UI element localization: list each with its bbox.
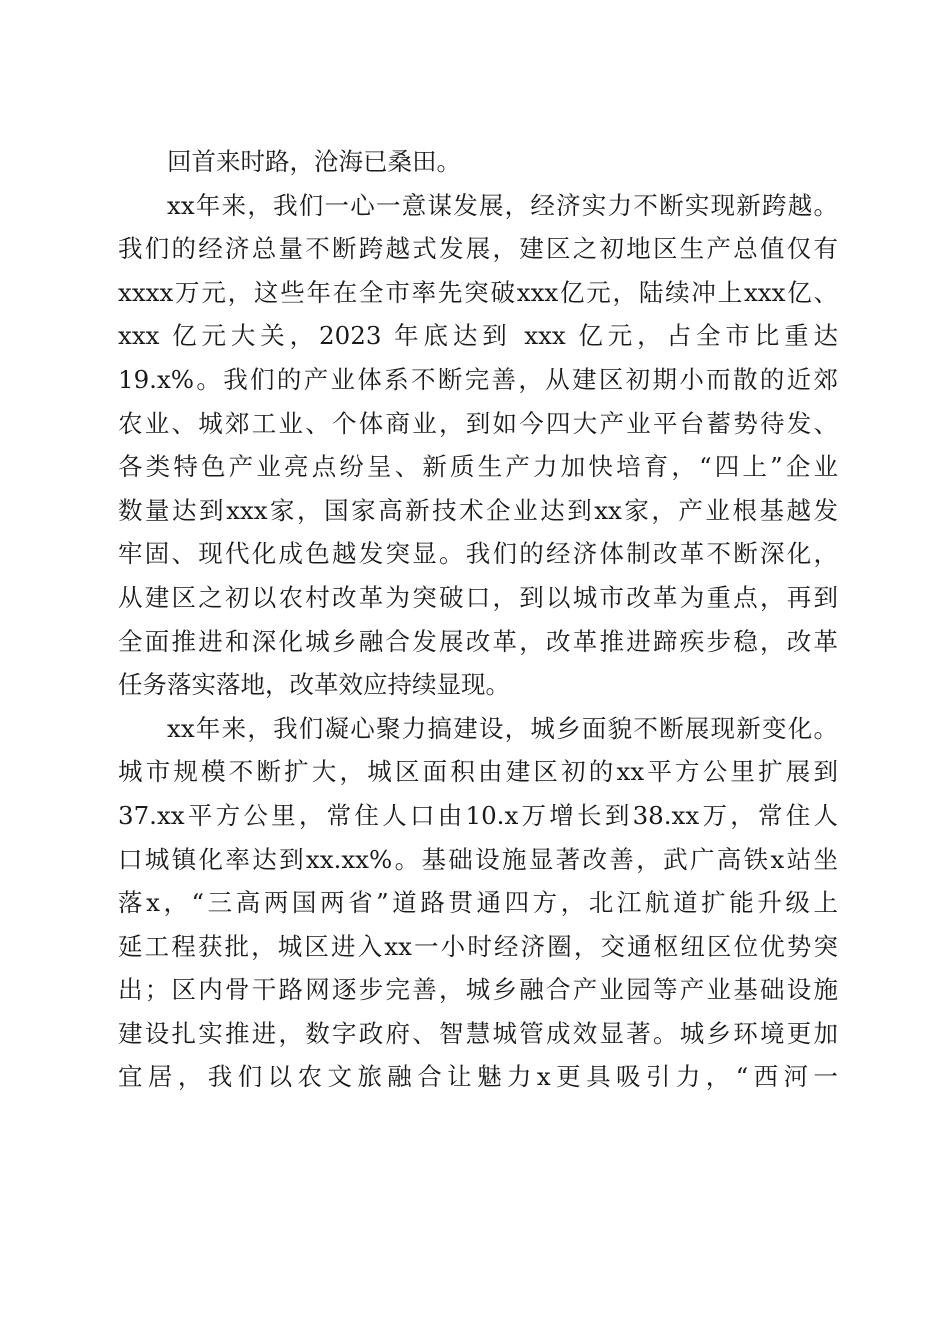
text-line: 19.x%。我们的产业体系不断完善，从建区初期小而散的近郊 (118, 364, 838, 394)
text-line: 各类特色产业亮点纷呈、新质生产力加快培育，“四上”企业 (118, 452, 838, 482)
text-line: 建设扎实推进，数字政府、智慧城管成效显著。城乡环境更加 (118, 1018, 838, 1048)
text-line: 农业、城郊工业、个体商业，到如今四大产业平台蓄势待发、 (118, 408, 838, 438)
text-line: 城市规模不断扩大，城区面积由建区初的xx平方公里扩展到 (118, 757, 838, 787)
text-line: 出；区内骨干路网逐步完善，城乡融合产业园等产业基础设施 (118, 975, 838, 1005)
text-line: xx年来，我们一心一意谋发展，经济实力不断实现新跨越。 (167, 190, 838, 220)
document-body (118, 140, 838, 1099)
text-line: 延工程获批，城区进入xx一小时经济圈，交通枢纽区位优势突 (118, 931, 838, 961)
paragraph-construction (118, 707, 838, 1099)
text-line: 37.xx平方公里，常住人口由10.x万增长到38.xx万，常住人 (118, 800, 838, 830)
text-line: 宜居，我们以农文旅融合让魅力x更具吸引力，“西河一 (118, 1062, 838, 1092)
text-line: 从建区之初以农村改革为突破口，到以城市改革为重点，再到 (118, 582, 838, 612)
text-line: xxx 亿元大关，2023 年底达到 xxx 亿元，占全市比重达 (118, 321, 838, 351)
text-line: 落x，“三高两国两省”道路贯通四方，北江航道扩能升级上 (118, 888, 838, 918)
text-line: 全面推进和深化城乡融合发展改革，改革推进蹄疾步稳，改革 (118, 626, 838, 656)
text-line: 牢固、现代化成色越发突显。我们的经济体制改革不断深化， (118, 539, 838, 569)
text-line: 数量达到xxx家，国家高新技术企业达到xx家，产业根基越发 (118, 495, 838, 525)
text-line: 回首来时路，沧海已桑田。 (167, 147, 461, 176)
text-line: 口城镇化率达到xx.xx%。基础设施显著改善，武广高铁x站坐 (118, 844, 838, 874)
text-line: xx年来，我们凝心聚力搞建设，城乡面貌不断展现新变化。 (167, 713, 838, 743)
paragraph-intro (118, 140, 838, 184)
text-line: 我们的经济总量不断跨越式发展，建区之初地区生产总值仅有 (118, 234, 838, 264)
paragraph-economy (118, 184, 838, 707)
text-line: xxxx万元，这些年在全市率先突破xxx亿元，陆续冲上xxx亿、 (118, 277, 838, 307)
text-line: 任务落实落地，改革效应持续显现。 (118, 670, 510, 700)
